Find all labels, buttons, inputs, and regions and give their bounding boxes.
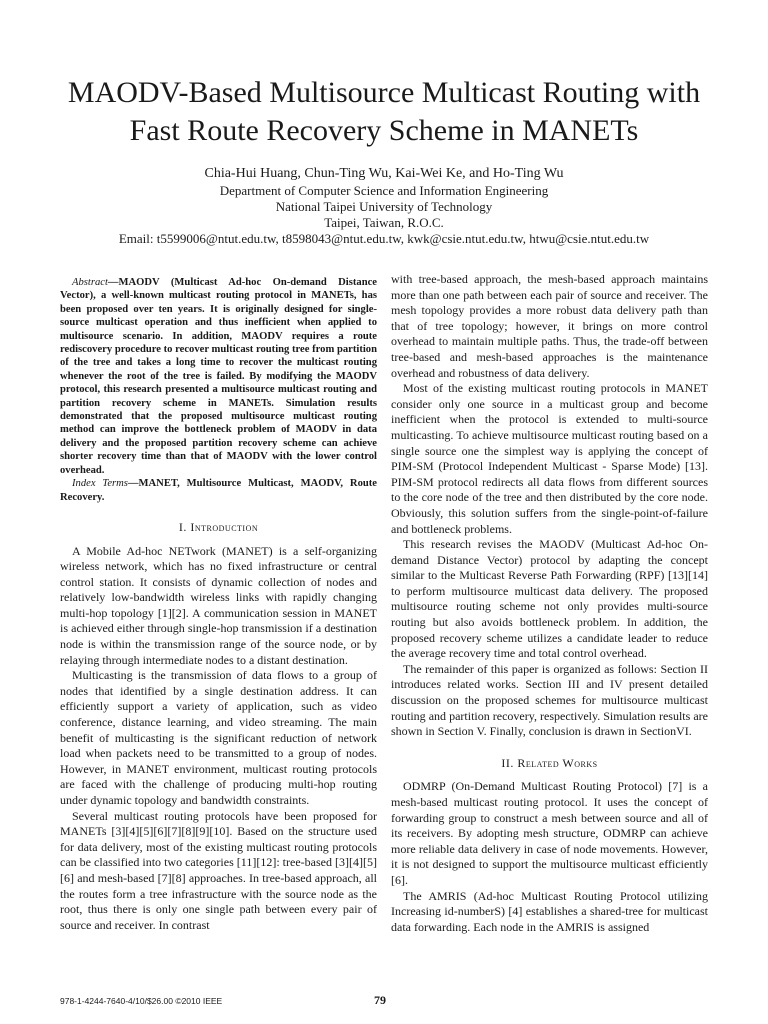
page-number: 79 xyxy=(374,993,386,1007)
title-line-2: Fast Route Recovery Scheme in MANETs xyxy=(129,114,639,147)
footer-isbn: 978-1-4244-7640-4/10/$26.00 ©2010 IEEE xyxy=(60,996,223,1006)
author-location: Taipei, Taiwan, R.O.C. xyxy=(324,215,444,230)
abstract-text: —MAODV (Multicast Ad-hoc On-demand Distance Vector), a well-known multicast routing protocol in MANETs, has been proposed over ten years. It is originally designed for single-source multicast operation and thus inefficient when applied to multisource scenario. In addition, MAODV requires a route rediscovery procedure to recover multicast routing tree from partition of the tree and takes a long time to recover the multicast routing whenever the root of the tree is failed. By modifying the MAODV protocol, this research presented a multisource multicast routing and partition recovery scheme in MANETs. Simulation results demonstrated that the proposed multisource multicast routing method can improve the bottleneck problem of MAODV in data delivery and the proposed partition recovery scheme can achieve shorter recovery time than that of MAODV with the lower control overhead. xyxy=(60,277,377,476)
body-paragraph: A Mobile Ad-hoc NETwork (MANET) is a self-organizing wireless network, which has no fixed infrastructure or central control station. It consists of dynamic collection of nodes and relatively low-bandwidth wireless links with rapidly changing multi-hop topology [1][2]. A communication session in MANET is achieved either through single-hop transmission if a destination node is within the transmission range of the source node, or by relaying through intermediate nodes to a distant destination. xyxy=(60,543,377,667)
body-paragraph: Most of the existing multicast routing protocols in MANET consider only one source in a multicast group and become inefficient when the protocol is extended to multi-source multicasting. To achieve multisource multicast routing based on a single source one the simplest way is applying the concept of PIM-SM (Protocol Independent Multicast - Sparse Mode) [13]. PIM-SM protocol redirects all data flows from different sources to the core node of the tree and then distributed by the core node. Obviously, this solution suffers from the single-point-of-failure and bottleneck problems. xyxy=(391,381,708,536)
section-heading-related-works xyxy=(391,756,708,772)
section-title: Related Works xyxy=(517,755,598,770)
abstract xyxy=(60,276,377,504)
section-numeral: I. xyxy=(178,519,191,534)
body-paragraph: Multicasting is the transmission of data flows to a group of nodes that identified by a single destination address. It can efficiently support a variety of application, such as video conference, distance learning, and video streaming. The main benefit of multicasting is the significant reduction of network load when packets need to be transmitted to a group of nodes. However, in MANET environment, multicast routing protocols are faced with the challenge of producing multi-hop routing under dynamic topology and bandwidth constraints. xyxy=(60,668,377,807)
section-title: Introduction xyxy=(190,519,259,534)
section-numeral: II. xyxy=(501,755,518,770)
index-terms xyxy=(60,477,377,504)
left-column xyxy=(60,276,377,933)
abstract-label: Abstract xyxy=(72,277,108,288)
abstract-paragraph xyxy=(60,276,377,477)
body-paragraph: The AMRIS (Ad-hoc Multicast Routing Protocol utilizing Increasing id-numberS) [4] establishes a shared-tree for multicast data forwarding. Each node in the AMRIS is assigned xyxy=(391,888,708,934)
author-department: Department of Computer Science and Information Engineering xyxy=(219,183,549,198)
body-paragraph: with tree-based approach, the mesh-based approach maintains more than one path between each pair of source and receiver. The mesh topology provides a more robust data delivery path than that of tree topology; however, it brings on more control overhead to maintain multiple paths. Thus, the trade-off between tree-based and mesh-based approaches is the maintenance overhead and robustness of data delivery. xyxy=(391,272,708,380)
right-column xyxy=(391,272,708,935)
body-paragraph: This research revises the MAODV (Multicast Ad-hoc On-demand Distance Vector) protocol by adapting the concept similar to the Multicast Reverse Path Forwarding (RPF) [13][14] to perform multisource multicast data delivery. The proposed multisource routing scheme not only provides multi-source routing but also avoids bottleneck problem. In addition, the proposed recovery scheme utilizes a candidate leader to reduce the average recovery time and total control overhead. xyxy=(391,537,708,661)
author-block xyxy=(30,166,738,247)
author-university: National Taipei University of Technology xyxy=(275,199,493,214)
author-names: Chia-Hui Huang, Chun-Ting Wu, Kai-Wei Ke, and Ho-Ting Wu xyxy=(204,166,564,181)
title-line-1: MAODV-Based Multisource Multicast Routing with xyxy=(67,76,701,109)
body-paragraph: Several multicast routing protocols have been proposed for MANETs [3][4][5][6][7][8][9][10]. Based on the structure used for data delivery, most of the existing multicast routing protocols can be classified into two categories [11][12]: tree-based [3][4][5][6] and mesh-based [7][8] approaches. In tree-based approach, all the routes form a tree infrastructure with the source node as the root, thus there is only one single path between every pair of source and receiver. In contrast xyxy=(60,808,377,932)
index-terms-text: —MANET, Multisource Multicast, MAODV, Route Recovery. xyxy=(60,478,377,503)
body-paragraph: The remainder of this paper is organized as follows: Section II introduces related works. Section III and IV present detailed discussion on the proposed schemes for multisource multicast routing and partition recovery, respectively. Simulation results are shown in Section V. Finally, conclusion is drawn in SectionVI. xyxy=(391,661,708,739)
body-paragraph: ODMRP (On-Demand Multicast Routing Protocol) [7] is a mesh-based multicast routing protocol. It uses the concept of forwarding group to construct a mesh between source and all of its receivers. By adopting mesh structure, ODMRP can achieve more reliable data delivery in case of node movements. However, it is not designed to support the multisource multicast efficiently [6]. xyxy=(391,779,708,887)
index-terms-label: Index Terms xyxy=(72,478,128,490)
section-heading-introduction xyxy=(60,520,377,536)
author-emails: Email: t5599006@ntut.edu.tw, t8598043@ntut.edu.tw, kwk@csie.ntut.edu.tw, htwu@csie.ntut.edu.tw xyxy=(118,231,650,246)
paper-title xyxy=(30,74,738,150)
